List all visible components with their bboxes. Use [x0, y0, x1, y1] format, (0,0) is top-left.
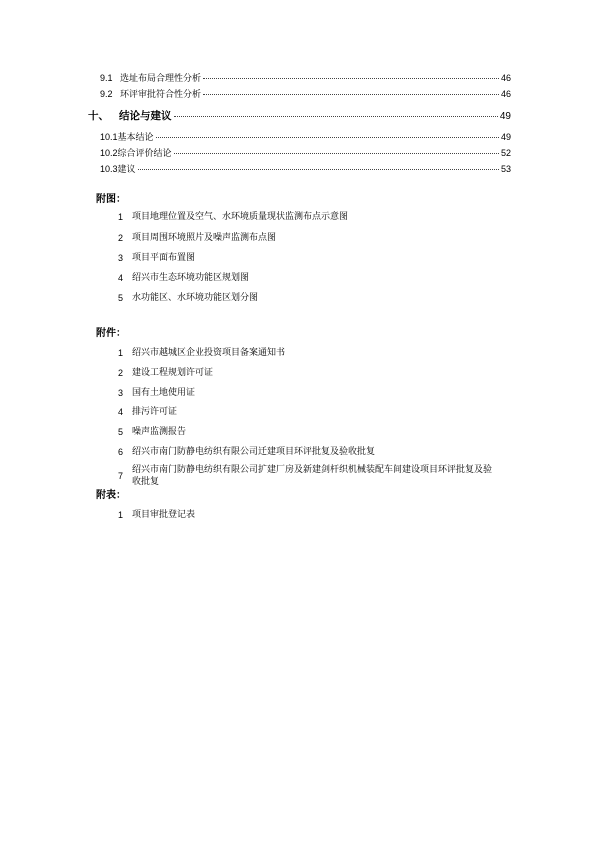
dot-leader	[203, 78, 499, 79]
toc-page-number: 49	[499, 111, 511, 122]
item-number: 3	[118, 388, 124, 398]
toc-title: 综合评价结论	[117, 149, 172, 159]
item-number: 7	[118, 471, 124, 481]
item-text: 排污许可证	[132, 407, 178, 417]
item-text: 项目审批登记表	[132, 510, 196, 520]
item-number: 4	[118, 407, 124, 417]
toc-number: 十、	[88, 110, 109, 122]
item-number: 1	[118, 510, 124, 520]
figure-item	[118, 272, 518, 284]
dot-leader	[156, 137, 499, 138]
item-text: 项目周围环境照片及噪声监测布点图	[132, 233, 277, 243]
toc-number: 9.2	[100, 89, 113, 99]
toc-title: 选址布局合理性分析	[120, 74, 202, 84]
toc-number: 10.3	[100, 164, 118, 174]
toc-number: 9.1	[100, 73, 113, 83]
item-text: 绍兴市南门防静电纺织有限公司迁建项目环评批复及验收批复	[132, 447, 376, 457]
item-text: 绍兴市生态环境功能区规划图	[132, 273, 250, 283]
item-number: 6	[118, 447, 124, 457]
dot-leader	[174, 153, 499, 154]
item-text: 水功能区、水环境功能区划分图	[132, 293, 259, 303]
toc-page-number: 53	[500, 164, 511, 174]
item-number: 1	[118, 348, 124, 358]
attachment-item	[118, 347, 518, 359]
toc-entry-10-1[interactable]	[100, 132, 511, 144]
toc-number: 10.1	[100, 132, 118, 142]
attachment-item	[118, 406, 518, 418]
toc-entry-chapter-10[interactable]	[88, 110, 511, 123]
toc-title: 环评审批符合性分析	[120, 90, 202, 100]
figure-item	[118, 232, 518, 244]
item-text: 国有土地使用证	[132, 388, 196, 398]
item-text: 绍兴市越城区企业投资项目备案通知书	[132, 348, 286, 358]
toc-page-number: 46	[500, 89, 511, 99]
table-item	[118, 509, 518, 521]
tables-heading: 附表：	[96, 490, 126, 501]
attachment-item	[118, 367, 518, 379]
item-text: 项目平面布置图	[132, 253, 196, 263]
item-number: 4	[118, 273, 124, 283]
attachments-heading: 附件：	[96, 328, 126, 339]
item-text: 噪声监测报告	[132, 427, 187, 437]
figures-heading: 附图：	[96, 194, 126, 205]
toc-title: 基本结论	[117, 133, 154, 143]
toc-title: 建议	[117, 165, 136, 175]
toc-entry-9-2[interactable]	[100, 89, 511, 101]
item-number: 5	[118, 427, 124, 437]
figure-item	[118, 252, 518, 264]
toc-entry-10-3[interactable]	[100, 164, 511, 176]
item-text: 项目地理位置及空气、水环境质量现状监测布点示意图	[132, 212, 349, 222]
item-number: 2	[118, 368, 124, 378]
toc-page-number: 46	[500, 73, 511, 83]
item-text: 绍兴市南门防静电纺织有限公司扩建厂房及新建剑杆织机械装配车间建设项目环评批复及验收批复	[132, 465, 493, 487]
item-number: 1	[118, 212, 124, 222]
attachment-item	[118, 426, 518, 438]
attachment-item	[118, 446, 518, 458]
item-text: 建设工程规划许可证	[132, 368, 214, 378]
item-number: 2	[118, 233, 124, 243]
toc-title: 结论与建议	[119, 110, 172, 122]
toc-page-number: 52	[500, 148, 511, 158]
attachment-item	[118, 387, 518, 399]
item-number: 5	[118, 293, 124, 303]
figure-item	[118, 292, 518, 304]
toc-page-number: 49	[500, 132, 511, 142]
attachment-item	[118, 464, 496, 488]
figure-item	[118, 211, 518, 223]
toc-entry-10-2[interactable]	[100, 148, 511, 160]
dot-leader	[174, 116, 498, 117]
toc-entry-9-1[interactable]	[100, 73, 511, 85]
dot-leader	[138, 169, 499, 170]
toc-number: 10.2	[100, 148, 118, 158]
dot-leader	[203, 94, 499, 95]
item-number: 3	[118, 253, 124, 263]
